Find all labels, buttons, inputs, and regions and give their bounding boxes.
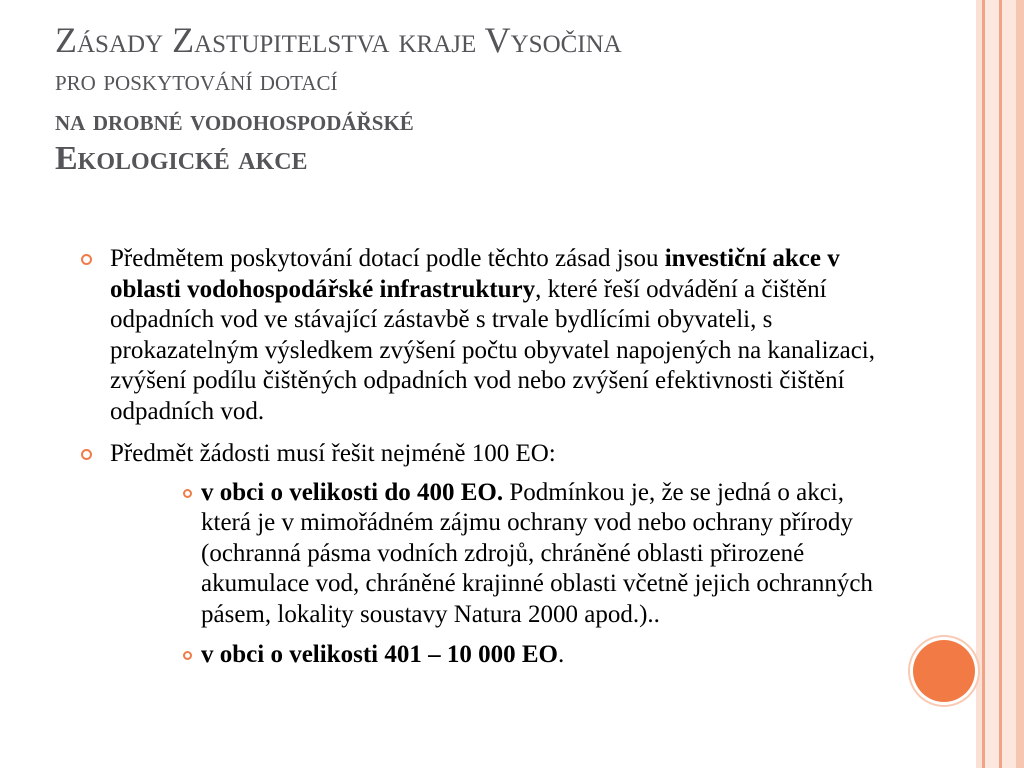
circle-bullet-icon bbox=[81, 449, 92, 460]
bullet-text: Předmětem poskytování dotací podle těchto zásad jsou bbox=[110, 245, 665, 272]
title-line-3: na drobné vodohospodářské bbox=[55, 104, 414, 137]
circle-bullet-icon bbox=[183, 651, 192, 660]
bullet-text: Předmět žádosti musí řešit nejméně 100 EO: bbox=[110, 440, 556, 467]
sub-bullet-bold-text: v obci o velikosti do 400 EO. bbox=[201, 478, 504, 506]
bullet-item bbox=[80, 244, 880, 427]
sub-bullet-item bbox=[181, 640, 880, 671]
sub-bullet-text: Podmínkou je, že se jedná o akci, která je v mimořádném zájmu ochrany vod nebo ochrany přírody (ochranná pásma vodních zdrojů, chráněné oblasti přirozené akumulace vod, chráněné krajinné oblasti včetně jejich ochranných pásem, lokality soustavy Natura 2000 apod.).. bbox=[201, 478, 873, 628]
title-line-1: Zásady Zastupitelstva kraje Vysočina bbox=[55, 20, 622, 60]
slide-content bbox=[80, 244, 880, 671]
right-stripes-decoration bbox=[976, 0, 1024, 768]
stripe bbox=[985, 0, 999, 768]
orange-circle-decoration bbox=[913, 640, 975, 702]
sub-bullet-text: . bbox=[557, 641, 565, 668]
bullet-bold-text: investiční akce v oblasti vodohospodářské infrastruktury bbox=[110, 245, 840, 303]
circle-bullet-icon bbox=[183, 489, 192, 498]
sub-bullet-bold-text: v obci o velikosti 401 – 10 000 EO bbox=[201, 641, 558, 668]
bullet-item bbox=[80, 439, 880, 470]
title-line-4: Ekologické akce bbox=[55, 140, 308, 177]
stripe bbox=[1002, 0, 1016, 768]
sub-bullet-item bbox=[181, 478, 880, 631]
bullet-text: , které řeší odvádění a čištění odpadních vod ve stávající zástavbě s trvale bydlícími obyvateli, s prokazatelným výsledkem zvýšení počtu obyvatel napojených na kanalizaci, zvýšení podílu čištěných odpadních vod nebo zvýšení efektivnosti čištění odpadních vod. bbox=[110, 275, 876, 425]
slide-title bbox=[55, 22, 895, 176]
circle-bullet-icon bbox=[81, 254, 92, 265]
title-line-2: pro poskytování dotací bbox=[55, 64, 338, 97]
stripe bbox=[1016, 0, 1024, 768]
